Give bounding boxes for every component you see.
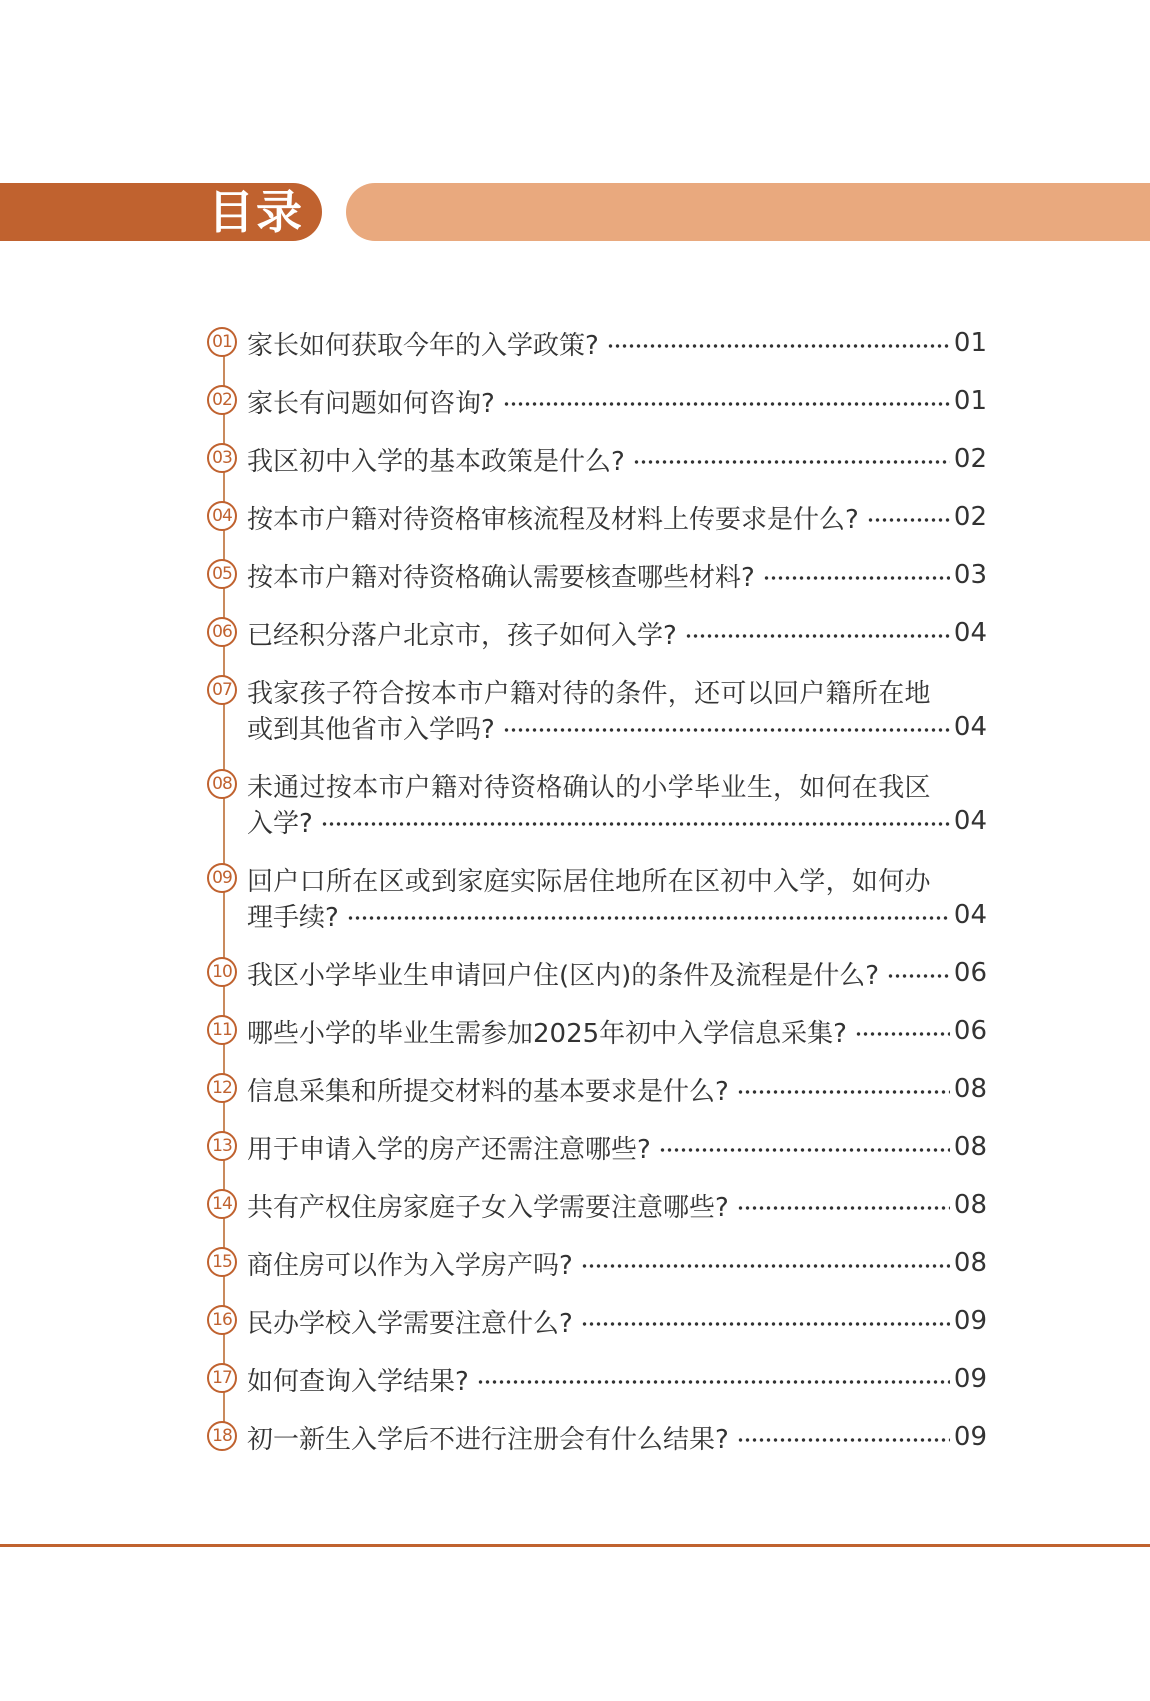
toc-entry-page-number: 03: [953, 560, 987, 590]
toc-entry-page-number: 08: [953, 1074, 987, 1104]
toc-entry-text: 已经积分落户北京市，孩子如何入学?: [247, 620, 677, 651]
toc-entry-text: 理手续?: [247, 902, 339, 933]
toc-leader-dots: [737, 1205, 950, 1211]
toc-leader-dots: [607, 343, 950, 349]
toc-leader-dots: [737, 1089, 950, 1095]
toc-leader-dots: [855, 1031, 950, 1037]
toc-entry-text: 我区初中入学的基本政策是什么?: [247, 446, 625, 477]
toc-leader-dots: [503, 727, 950, 733]
toc-entry-number: 09: [207, 863, 237, 893]
toc-entry-page-number: 08: [953, 1248, 987, 1278]
toc-entry-page-number: 04: [953, 712, 987, 742]
toc-entry-line: [247, 861, 987, 897]
toc-entry-line: [247, 897, 987, 933]
toc-entry-text: 信息采集和所提交材料的基本要求是什么?: [247, 1076, 729, 1107]
toc-leader-dots: [685, 633, 950, 639]
toc-leader-dots: [347, 915, 950, 921]
header-bar-right: [346, 183, 1150, 241]
toc-entry-number: 03: [207, 443, 237, 473]
toc-entry-line: [247, 803, 987, 839]
toc-entry-page-number: 01: [953, 386, 987, 416]
toc-entry-number: 10: [207, 957, 237, 987]
toc-entry-page-number: 09: [953, 1422, 987, 1452]
toc-entry-page-number: 08: [953, 1190, 987, 1220]
toc-entry-number: 18: [207, 1421, 237, 1451]
toc-entry-text: 初一新生入学后不进行注册会有什么结果?: [247, 1424, 729, 1455]
toc-entry-text: 或到其他省市入学吗?: [247, 714, 495, 745]
toc-entry-line: [247, 1419, 987, 1455]
toc-entry-text: 共有产权住房家庭子女入学需要注意哪些?: [247, 1192, 729, 1223]
toc-entry-line: [247, 557, 987, 593]
toc-entry-number: 16: [207, 1305, 237, 1335]
page-title: 目录: [208, 185, 304, 239]
toc-entry-line: [247, 955, 987, 991]
toc-entry-text: 入学?: [247, 808, 313, 839]
toc-entry-page-number: 04: [953, 618, 987, 648]
toc-entry-page-number: 02: [953, 502, 987, 532]
toc-entry-number: 08: [207, 769, 237, 799]
toc-entry-number: 07: [207, 675, 237, 705]
toc-entry-text: 哪些小学的毕业生需参加2025年初中入学信息采集?: [247, 1018, 847, 1049]
toc-entry-line: [247, 1245, 987, 1281]
toc-entry-number: 06: [207, 617, 237, 647]
toc-entry-line: [247, 1361, 987, 1397]
toc-entry-text: 我区小学毕业生申请回户住(区内)的条件及流程是什么?: [247, 960, 880, 991]
toc-entry-text: 按本市户籍对待资格确认需要核查哪些材料?: [247, 562, 755, 593]
toc-entry-page-number: 09: [953, 1364, 987, 1394]
toc-leader-dots: [321, 821, 950, 827]
toc-entry-page-number: 04: [953, 806, 987, 836]
footer-rule: [0, 1544, 1150, 1547]
toc-entry-line: [247, 709, 987, 745]
toc-leader-dots: [633, 459, 950, 465]
toc-entry-line: [247, 441, 987, 477]
toc-entry-line: [247, 767, 987, 803]
toc-entry-line: [247, 1129, 987, 1165]
toc-entry-page-number: 06: [953, 1016, 987, 1046]
toc-entry-number: 17: [207, 1363, 237, 1393]
toc-entry-text: 家长如何获取今年的入学政策?: [247, 330, 599, 361]
toc-entry-line: [247, 1071, 987, 1107]
toc-entry-number: 12: [207, 1073, 237, 1103]
toc-entry-number: 15: [207, 1247, 237, 1277]
toc-entry-text: 民办学校入学需要注意什么?: [247, 1308, 573, 1339]
toc-entry-line: [247, 615, 987, 651]
toc-entry-number: 02: [207, 385, 237, 415]
toc-entry-page-number: 09: [953, 1306, 987, 1336]
toc-entry-number: 11: [207, 1015, 237, 1045]
toc-entry-text: 用于申请入学的房产还需注意哪些?: [247, 1134, 651, 1165]
toc-leader-dots: [887, 973, 950, 979]
toc-entry-page-number: 08: [953, 1132, 987, 1162]
toc-entry-line: [247, 1187, 987, 1223]
toc-entry-line: [247, 673, 987, 709]
toc-entry-text: 我家孩子符合按本市户籍对待的条件，还可以回户籍所在地: [247, 678, 931, 709]
toc-entry-line: [247, 499, 987, 535]
toc-entry-text: 回户口所在区或到家庭实际居住地所在区初中入学，如何办: [247, 866, 931, 897]
toc-entry-text: 商住房可以作为入学房产吗?: [247, 1250, 573, 1281]
toc-entry-page-number: 02: [953, 444, 987, 474]
toc-entry-number: 13: [207, 1131, 237, 1161]
toc-entry-line: [247, 1303, 987, 1339]
toc-entry-line: [247, 325, 987, 361]
toc-entry-line: [247, 383, 987, 419]
toc-leader-dots: [763, 575, 950, 581]
toc-leader-dots: [477, 1379, 950, 1385]
toc-entry-number: 04: [207, 501, 237, 531]
toc-entry-page-number: 01: [953, 328, 987, 358]
toc-entry-text: 如何查询入学结果?: [247, 1366, 469, 1397]
toc-leader-dots: [581, 1263, 950, 1269]
toc-leader-dots: [659, 1147, 950, 1153]
toc-entry-page-number: 04: [953, 900, 987, 930]
toc-entry-text: 家长有问题如何咨询?: [247, 388, 495, 419]
toc-entry-line: [247, 1013, 987, 1049]
toc-entry-number: 05: [207, 559, 237, 589]
toc-leader-dots: [503, 401, 950, 407]
toc-leader-dots: [737, 1437, 950, 1443]
toc-entry-number: 01: [207, 327, 237, 357]
toc-entry-text: 未通过按本市户籍对待资格确认的小学毕业生，如何在我区: [247, 772, 931, 803]
toc-entry-page-number: 06: [953, 958, 987, 988]
toc-entry-number: 14: [207, 1189, 237, 1219]
toc-entry-text: 按本市户籍对待资格审核流程及材料上传要求是什么?: [247, 504, 859, 535]
toc-leader-dots: [581, 1321, 950, 1327]
toc-leader-dots: [867, 517, 950, 523]
